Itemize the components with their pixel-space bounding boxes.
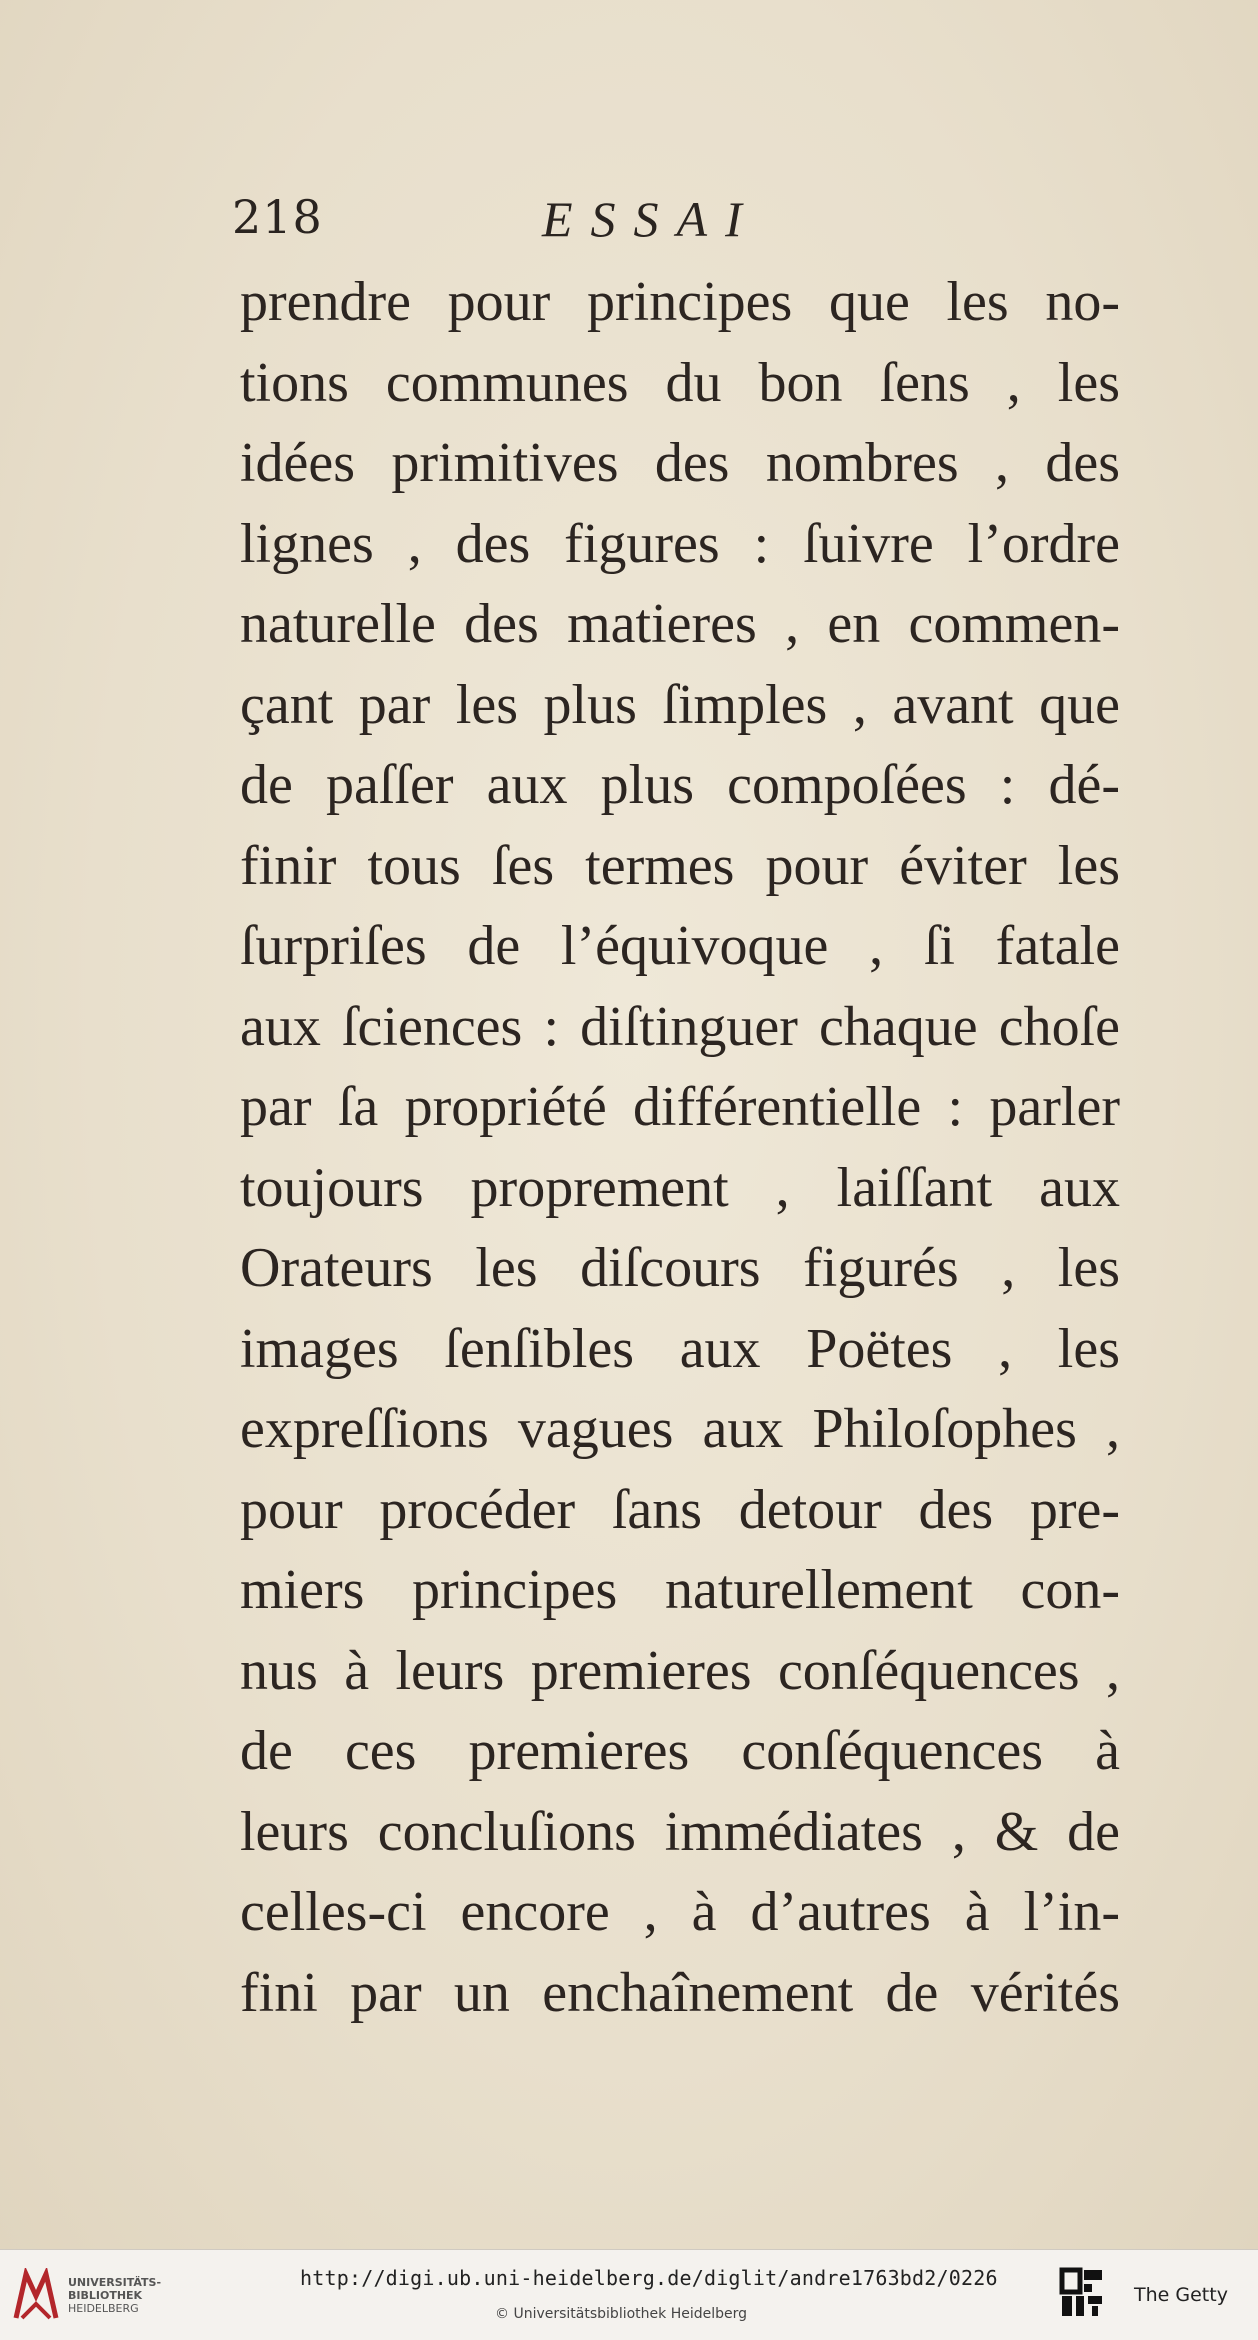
text-line: celles-ci encore , à d’autres à l’in- xyxy=(240,1881,1120,1943)
body-text xyxy=(240,262,1140,2033)
text-line: idées primitives des nombres , des xyxy=(240,432,1120,494)
text-line: par ſa propriété différentielle : parler xyxy=(240,1076,1120,1138)
text-line: Orateurs les diſcours figurés , les xyxy=(240,1237,1120,1299)
running-title: ESSAI xyxy=(542,191,760,247)
text-line: leurs concluſions immédiates , & de xyxy=(240,1800,1120,1863)
text-line: images ſenſibles aux Poëtes , les xyxy=(240,1317,1120,1380)
text-line: de paſſer aux plus compoſées : dé- xyxy=(240,754,1120,816)
text-line: tions communes du bon ſens , les xyxy=(240,351,1120,414)
text-line: pour procéder ſans detour des pre- xyxy=(240,1478,1120,1541)
text-line: finir tous ſes termes pour éviter les xyxy=(240,834,1120,897)
text-line: aux ſciences : diſtinguer chaque choſe xyxy=(240,995,1120,1058)
partner-name: The Getty xyxy=(1134,2284,1228,2306)
library-seal-icon xyxy=(12,2268,60,2324)
library-logo[interactable] xyxy=(12,2262,167,2328)
library-name xyxy=(68,2276,161,2315)
page-number: 218 xyxy=(232,190,323,244)
text-line: miers principes naturellement con- xyxy=(240,1559,1120,1621)
permalink-url[interactable]: http://digi.ub.uni-heidelberg.de/diglit/andre1763bd2/0226 xyxy=(300,2266,998,2290)
text-line: prendre pour principes que les no- xyxy=(240,271,1120,333)
page-header xyxy=(232,190,1132,260)
getty-logo[interactable] xyxy=(1058,2266,1248,2326)
text-line: expreſſions vagues aux Philoſophes , xyxy=(240,1398,1120,1460)
copyright-notice: © Universitätsbibliothek Heidelberg xyxy=(495,2306,748,2322)
getty-mark-icon xyxy=(1058,2266,1108,2322)
library-name-line: HEIDELBERG xyxy=(68,2302,139,2315)
text-line: ſurpriſes de l’équivoque , ſi fatale xyxy=(240,915,1120,977)
text-line: toujours proprement , laiſſant aux xyxy=(240,1156,1120,1219)
text-line: lignes , des figures : ſuivre l’ordre xyxy=(240,512,1120,575)
library-name-line: BIBLIOTHEK xyxy=(68,2289,143,2302)
text-line: fini par un enchaînement de vérités xyxy=(240,1961,1120,2024)
text-line: nus à leurs premieres conſéquences , xyxy=(240,1639,1120,1702)
viewer-footer xyxy=(0,2249,1258,2340)
library-name-line: UNIVERSITÄTS- xyxy=(68,2276,162,2289)
text-line: de ces premieres conſéquences à xyxy=(240,1720,1120,1782)
text-line: çant par les plus ſimples , avant que xyxy=(240,673,1120,736)
text-line: naturelle des matieres , en commen- xyxy=(240,593,1120,655)
